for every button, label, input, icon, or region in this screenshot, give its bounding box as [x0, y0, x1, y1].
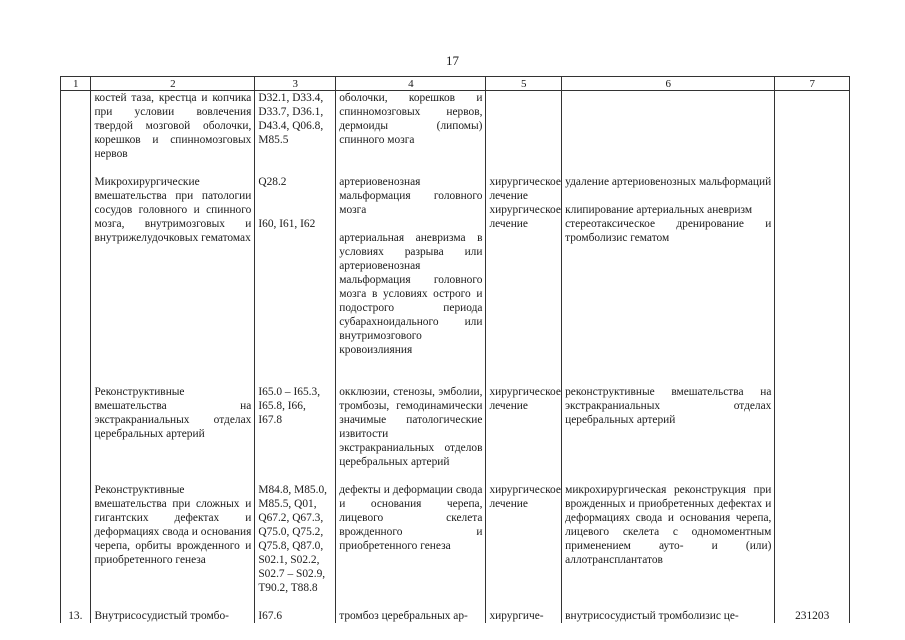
treatment-type-text: хирургическое лечение [489, 204, 561, 230]
patient-model-cell: тромбоз церебральных ар- [336, 609, 486, 623]
cost-cell: 231203 [775, 609, 850, 623]
row-spacer [61, 357, 850, 371]
row-number-cell [61, 483, 91, 595]
patient-model-cell: дефекты и деформации свода и основания черепа, лицевого скелета врожденного и приобретенного генеза [336, 483, 486, 595]
column-header-2: 2 [91, 77, 255, 91]
icd-codes-text: I60, I61, I62 [258, 218, 316, 230]
column-header-1: 1 [61, 77, 91, 91]
column-header-7: 7 [775, 77, 850, 91]
table-row [61, 91, 850, 162]
cost-cell [775, 91, 850, 162]
patient-model-cell [336, 175, 486, 357]
column-header-3: 3 [255, 77, 336, 91]
treatment-method-cell: микрохирургическая реконструкция при врожденных и приобретенных дефектах и деформациях свода и основания черепа, лицевого скелета с одномоментным применением ауто- и (или) аллотрансплантатов [562, 483, 775, 595]
column-header-4: 4 [336, 77, 486, 91]
icd-codes-cell: D32.1, D33.4, D33.7, D36.1, D43.4, Q06.8, M85.5 [255, 91, 336, 162]
table-row [61, 385, 850, 469]
patient-model-text: артериовенозная мальформация головного мозга [339, 176, 483, 216]
treatment-method-text: клипирование артериальных аневризм [565, 204, 753, 216]
cost-cell [775, 175, 850, 357]
row-spacer [61, 595, 850, 609]
treatment-type-cell [486, 175, 562, 357]
treatment-method-cell [562, 175, 775, 357]
table-row [61, 175, 850, 357]
service-name-cell: Внутрисосудистый тромбо- [91, 609, 255, 623]
icd-codes-cell: M84.8, M85.0, M85.5, Q01, Q67.2, Q67.3, Q75.0, Q75.2, Q75.8, Q87.0, S02.1, S02.2, S02.7 – S02.9, T90.2, T88.8 [255, 483, 336, 595]
row-number-cell: 13. [61, 609, 91, 623]
icd-codes-cell: I67.6 [255, 609, 336, 623]
patient-model-text: артериальная аневризма в условиях разрыва или артериовенозная мальформация головного мозга в условиях острого и подострого периода субарахноидального или внутримозгового кровоизлияния [339, 232, 483, 356]
column-header-6: 6 [562, 77, 775, 91]
icd-codes-cell: I65.0 – I65.3, I65.8, I66, I67.8 [255, 385, 336, 469]
cost-cell [775, 385, 850, 469]
service-name-cell: Реконструктивные вмешательства на экстракраниальных отделах церебральных артерий [91, 385, 255, 469]
patient-model-cell: оболочки, корешков и спинномозговых нервов, дермоиды (липомы) спинного мозга [336, 91, 486, 162]
treatment-type-cell: хирургическое лечение [486, 385, 562, 469]
service-name-cell: Микрохирургические вмешательства при патологии сосудов головного и спинного мозга, внутримозговых и внутрижелудочковых гематомах [91, 175, 255, 357]
row-spacer [61, 371, 850, 385]
row-number-cell [61, 175, 91, 357]
cost-cell [775, 483, 850, 595]
page-number: 17 [446, 53, 459, 68]
table-row [61, 609, 850, 623]
services-table [60, 76, 850, 623]
treatment-method-cell: реконструктивные вмешательства на экстракраниальных отделах церебральных артерий [562, 385, 775, 469]
treatment-method-text: удаление артериовенозных мальформаций [565, 176, 772, 188]
row-spacer [61, 161, 850, 175]
icd-codes-cell [255, 175, 336, 357]
row-number-cell [61, 385, 91, 469]
treatment-method-cell [562, 91, 775, 162]
service-name-cell: Реконструктивные вмешательства при сложных и гигантских дефектах и деформациях свода и основания черепа, орбиты врожденного и приобретенного генеза [91, 483, 255, 595]
treatment-method-cell: внутрисосудистый тромболизис це- [562, 609, 775, 623]
row-spacer [61, 469, 850, 483]
column-header-5: 5 [486, 77, 562, 91]
service-name-cell: костей таза, крестца и копчика при условии вовлечения твердой мозговой оболочки, корешков и спинномозговых нервов [91, 91, 255, 162]
row-number-cell [61, 91, 91, 162]
table-row [61, 483, 850, 595]
treatment-type-cell: хирургическое лечение [486, 483, 562, 595]
treatment-method-text: стереотаксическое дренирование и тромболизис гематом [565, 218, 772, 244]
patient-model-cell: окклюзии, стенозы, эмболии, тромбозы, гемодинамически значимые патологические извитости экстракраниальных отделов церебральных артерий [336, 385, 486, 469]
icd-codes-text: Q28.2 [258, 176, 287, 188]
treatment-type-cell: хирургиче- [486, 609, 562, 623]
treatment-type-text: хирургическое лечение [489, 176, 561, 202]
table-header-row [61, 77, 850, 91]
treatment-type-cell [486, 91, 562, 162]
